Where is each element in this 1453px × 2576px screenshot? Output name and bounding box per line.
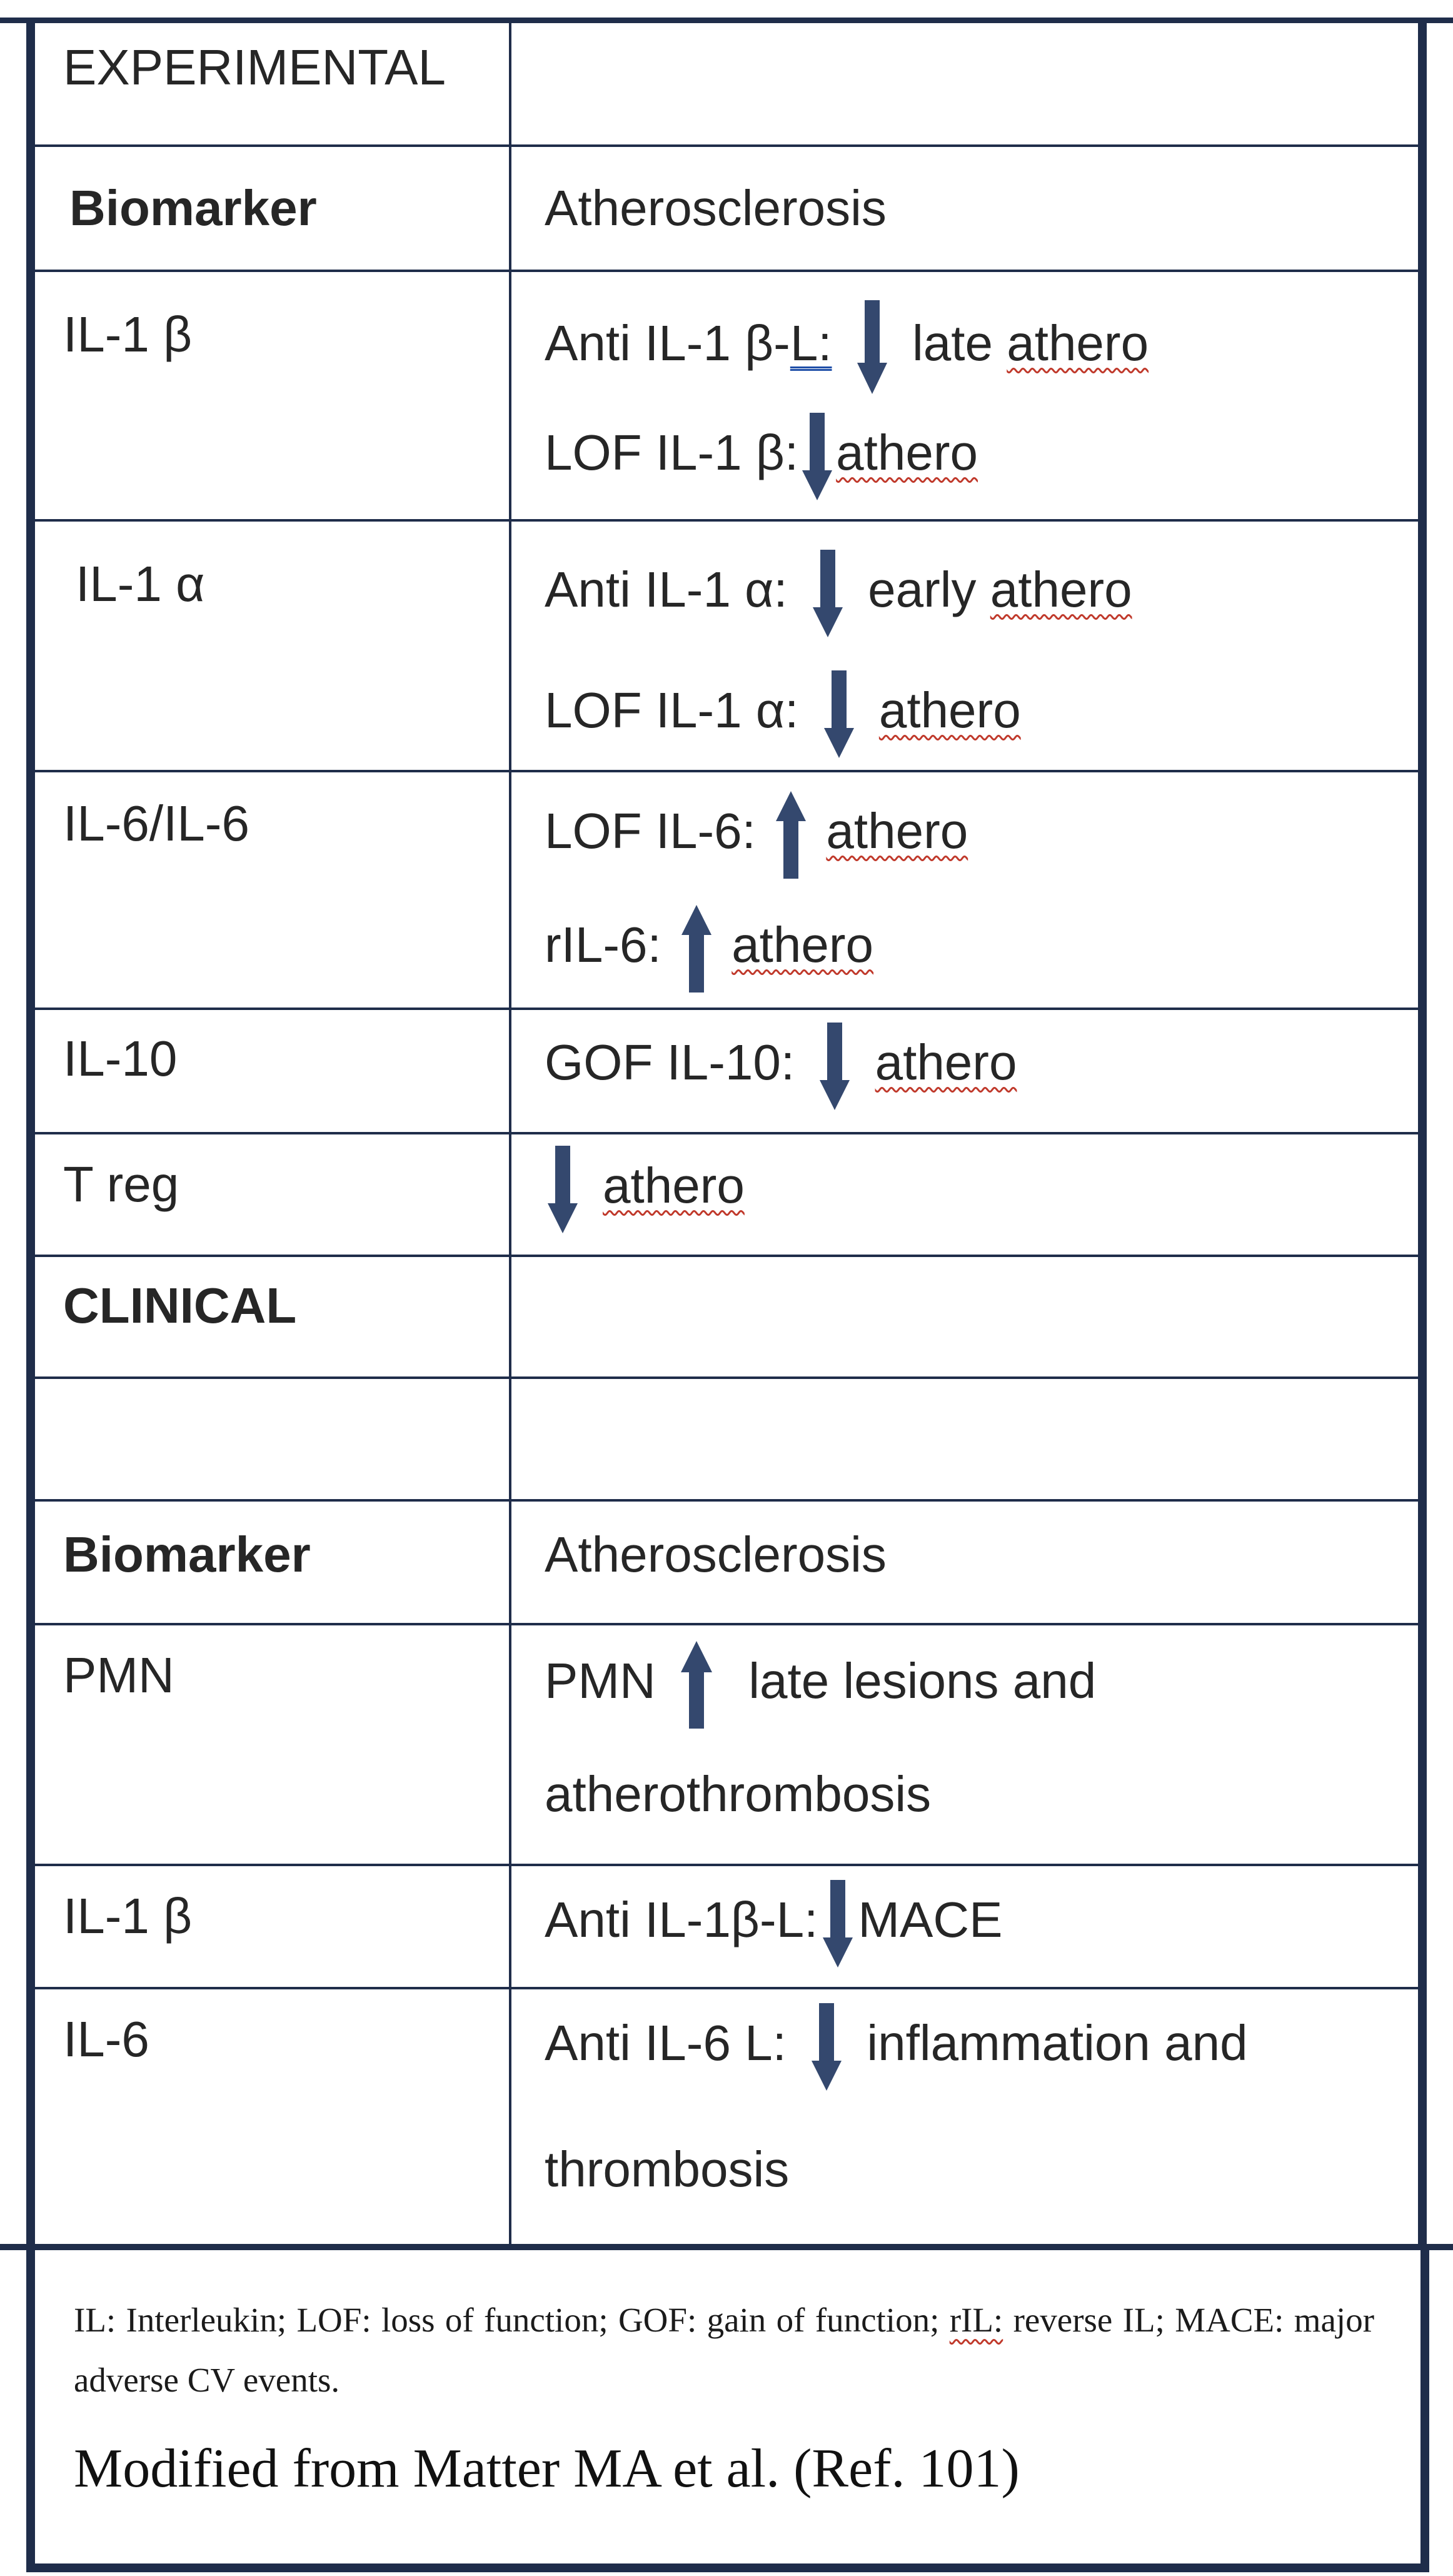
biomarker-name: IL-6/IL-6 xyxy=(63,796,249,851)
arrow-down-icon xyxy=(548,1146,578,1233)
table-row xyxy=(35,1623,1418,1864)
outcome-line: GOF IL-10: athero xyxy=(545,1023,1017,1110)
table-row xyxy=(35,770,1418,1008)
table-header-row xyxy=(35,144,1418,270)
biomarker-name: IL-1 β xyxy=(63,306,193,362)
outcome-line: rIL-6: athero xyxy=(545,905,873,993)
table-row xyxy=(35,1987,1418,2246)
arrow-down-icon xyxy=(820,1023,850,1110)
arrow-down-icon xyxy=(813,550,843,637)
arrow-up-icon xyxy=(776,791,806,879)
table-row xyxy=(35,1132,1418,1255)
outcome-line: atherothrombosis xyxy=(545,1766,932,1822)
footnote-box xyxy=(26,2250,1429,2572)
table-header-row xyxy=(35,1499,1418,1623)
source-citation: Modified from Matter MA et al. (Ref. 101) xyxy=(74,2438,1020,2499)
table-row xyxy=(35,1864,1418,1987)
outcome-line: PMN late lesions and xyxy=(545,1641,1096,1729)
outcome-line: Anti IL-6 L: inflammation and xyxy=(545,2003,1248,2091)
table-row xyxy=(35,519,1418,770)
biomarker-name: IL-1 α xyxy=(76,556,205,612)
experimental-header: EXPERIMENTAL xyxy=(63,39,446,95)
empty-row xyxy=(35,1376,1418,1499)
experimental-section-row xyxy=(35,21,1418,144)
atherosclerosis-column-header: Atherosclerosis xyxy=(545,180,887,236)
outcome-line: Anti IL-1β-L: MACE xyxy=(545,1880,1002,1967)
arrow-down-icon xyxy=(812,2003,842,2091)
arrow-up-icon xyxy=(681,1641,712,1729)
outcome-line: thrombosis xyxy=(545,2141,790,2197)
outcome-line: LOF IL-1 α: athero xyxy=(545,670,1021,758)
arrow-up-icon xyxy=(681,905,711,993)
clinical-section-row xyxy=(35,1255,1418,1376)
biomarker-name: T reg xyxy=(63,1156,179,1212)
biomarker-name: IL-6 xyxy=(63,2011,149,2067)
outcome-line: athero xyxy=(548,1146,745,1233)
clinical-header: CLINICAL xyxy=(63,1278,297,1333)
outcome-line: LOF IL-1 β: athero xyxy=(545,413,978,500)
outcome-line: Anti IL-1 α: early athero xyxy=(545,550,1132,637)
arrow-down-icon xyxy=(824,670,854,758)
arrow-down-icon xyxy=(857,300,887,394)
outcome-line: Anti IL-1 β-L: late athero xyxy=(545,300,1149,394)
biomarker-name: IL-1 β xyxy=(63,1888,193,1944)
arrow-down-icon xyxy=(802,413,832,500)
biomarker-column-header: Biomarker xyxy=(63,1527,311,1582)
abbreviations-note: IL: Interleukin; LOF: loss of function; GOF: gain of function; rIL: reverse IL; MACE: major adverse CV events. xyxy=(74,2301,1375,2399)
biomarker-column-header: Biomarker xyxy=(69,180,317,236)
atherosclerosis-column-header: Atherosclerosis xyxy=(545,1527,887,1582)
biomarker-name: PMN xyxy=(63,1647,174,1703)
outcome-line: LOF IL-6: athero xyxy=(545,791,968,879)
biomarker-name: IL-10 xyxy=(63,1031,178,1086)
arrow-down-icon xyxy=(823,1880,853,1967)
table-row xyxy=(35,270,1418,519)
table-row xyxy=(35,1008,1418,1132)
biomarker-table xyxy=(26,21,1427,2246)
